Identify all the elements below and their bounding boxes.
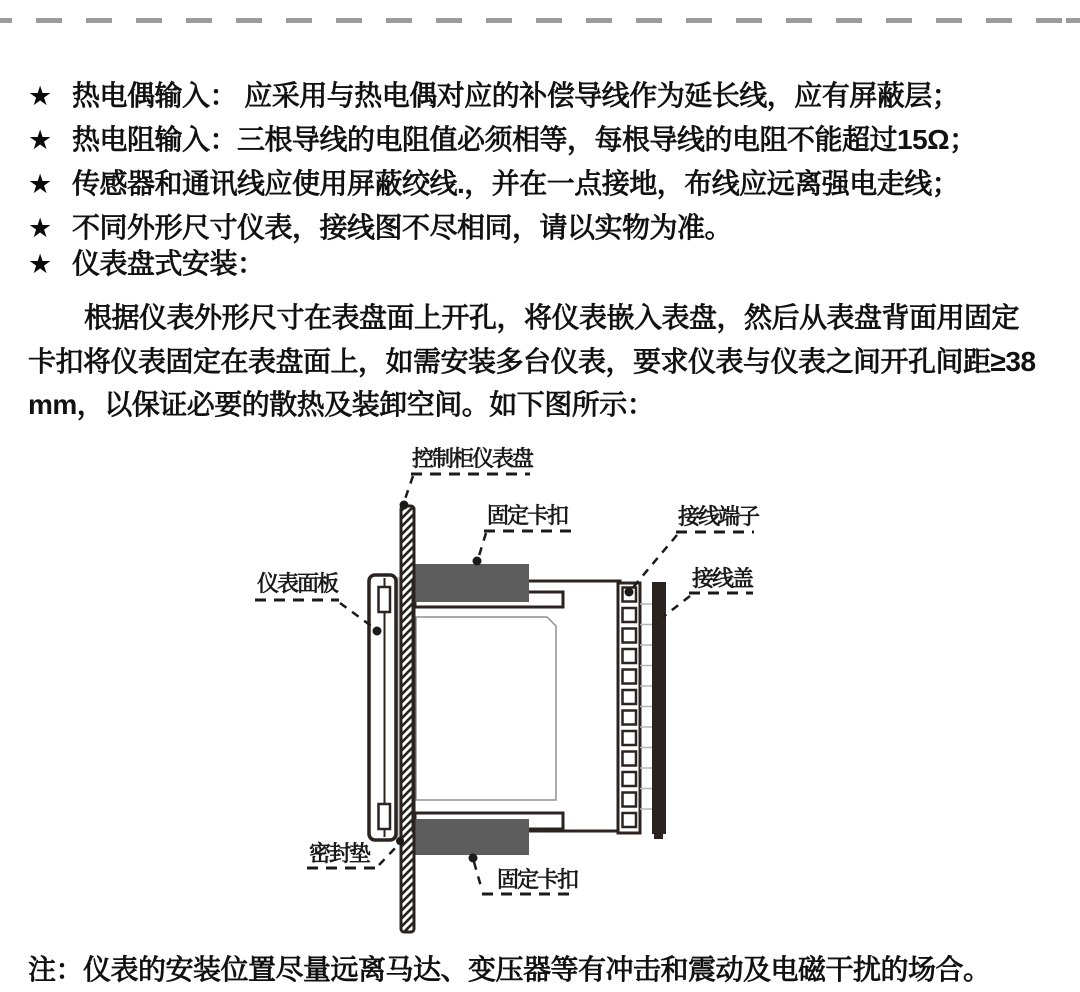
instrument-case (413, 581, 620, 831)
star-bullet-icon: ★ (28, 125, 53, 155)
label-cabinet-panel: 控制柜仪表盘 (412, 446, 533, 471)
label-fixing-clip-top: 固定卡扣 (487, 503, 568, 528)
label-terminal-block: 接线端子 (678, 504, 759, 529)
bullet-text: 热电偶输入： 应采用与热电偶对应的补偿导线作为延长线，应有屏蔽层； (72, 80, 960, 111)
bottom-note: 注：仪表的安装位置尽量远离马达、变压器等有冲击和震动及电磁干扰的场合。 (28, 954, 991, 985)
bullet-text: 不同外形尺寸仪表，接线图不尽相同，请以实物为准。 (72, 212, 733, 243)
star-bullet-icon: ★ (28, 213, 53, 243)
label-instrument-front-panel: 仪表面板 (257, 571, 338, 596)
installation-paragraph: 根据仪表外形尺寸在表盘面上开孔，将仪表嵌入表盘，然后从表盘背面用固定卡扣将仪表固定在表盘面上，如需安装多台仪表，要求仪表与仪表之间开孔间距≥38mm，以保证必要的散热及装卸空间。如下图所示： (28, 302, 1036, 420)
label-terminal-cover: 接线盖 (692, 566, 753, 591)
star-bullet-icon: ★ (28, 169, 53, 199)
bullet-text: 传感器和通讯线应使用屏蔽绞线.，并在一点接地，布线应远离强电走线； (72, 168, 960, 199)
star-bullet-icon: ★ (28, 81, 53, 111)
cabinet-panel-hatched-bar (401, 506, 414, 932)
fixing-clip-bottom (415, 819, 529, 855)
bullet-text: 热电阻输入：三根导线的电阻值必须相等，每根导线的电阻不能超过15Ω； (72, 124, 977, 155)
star-bullet-icon: ★ (28, 249, 53, 279)
terminal-block (618, 582, 666, 839)
terminal-cover-bar (652, 582, 666, 834)
terminal-cover-nub (654, 834, 663, 839)
case-inner-module (416, 617, 556, 800)
bullet-text: 仪表盘式安装： (72, 248, 265, 279)
label-fixing-clip-bottom: 固定卡扣 (497, 867, 578, 892)
label-gasket: 密封垫 (309, 841, 370, 866)
terminal-side-lines (640, 604, 652, 809)
instrument-front-bezel (369, 575, 396, 840)
fixing-clip-top (415, 564, 529, 602)
